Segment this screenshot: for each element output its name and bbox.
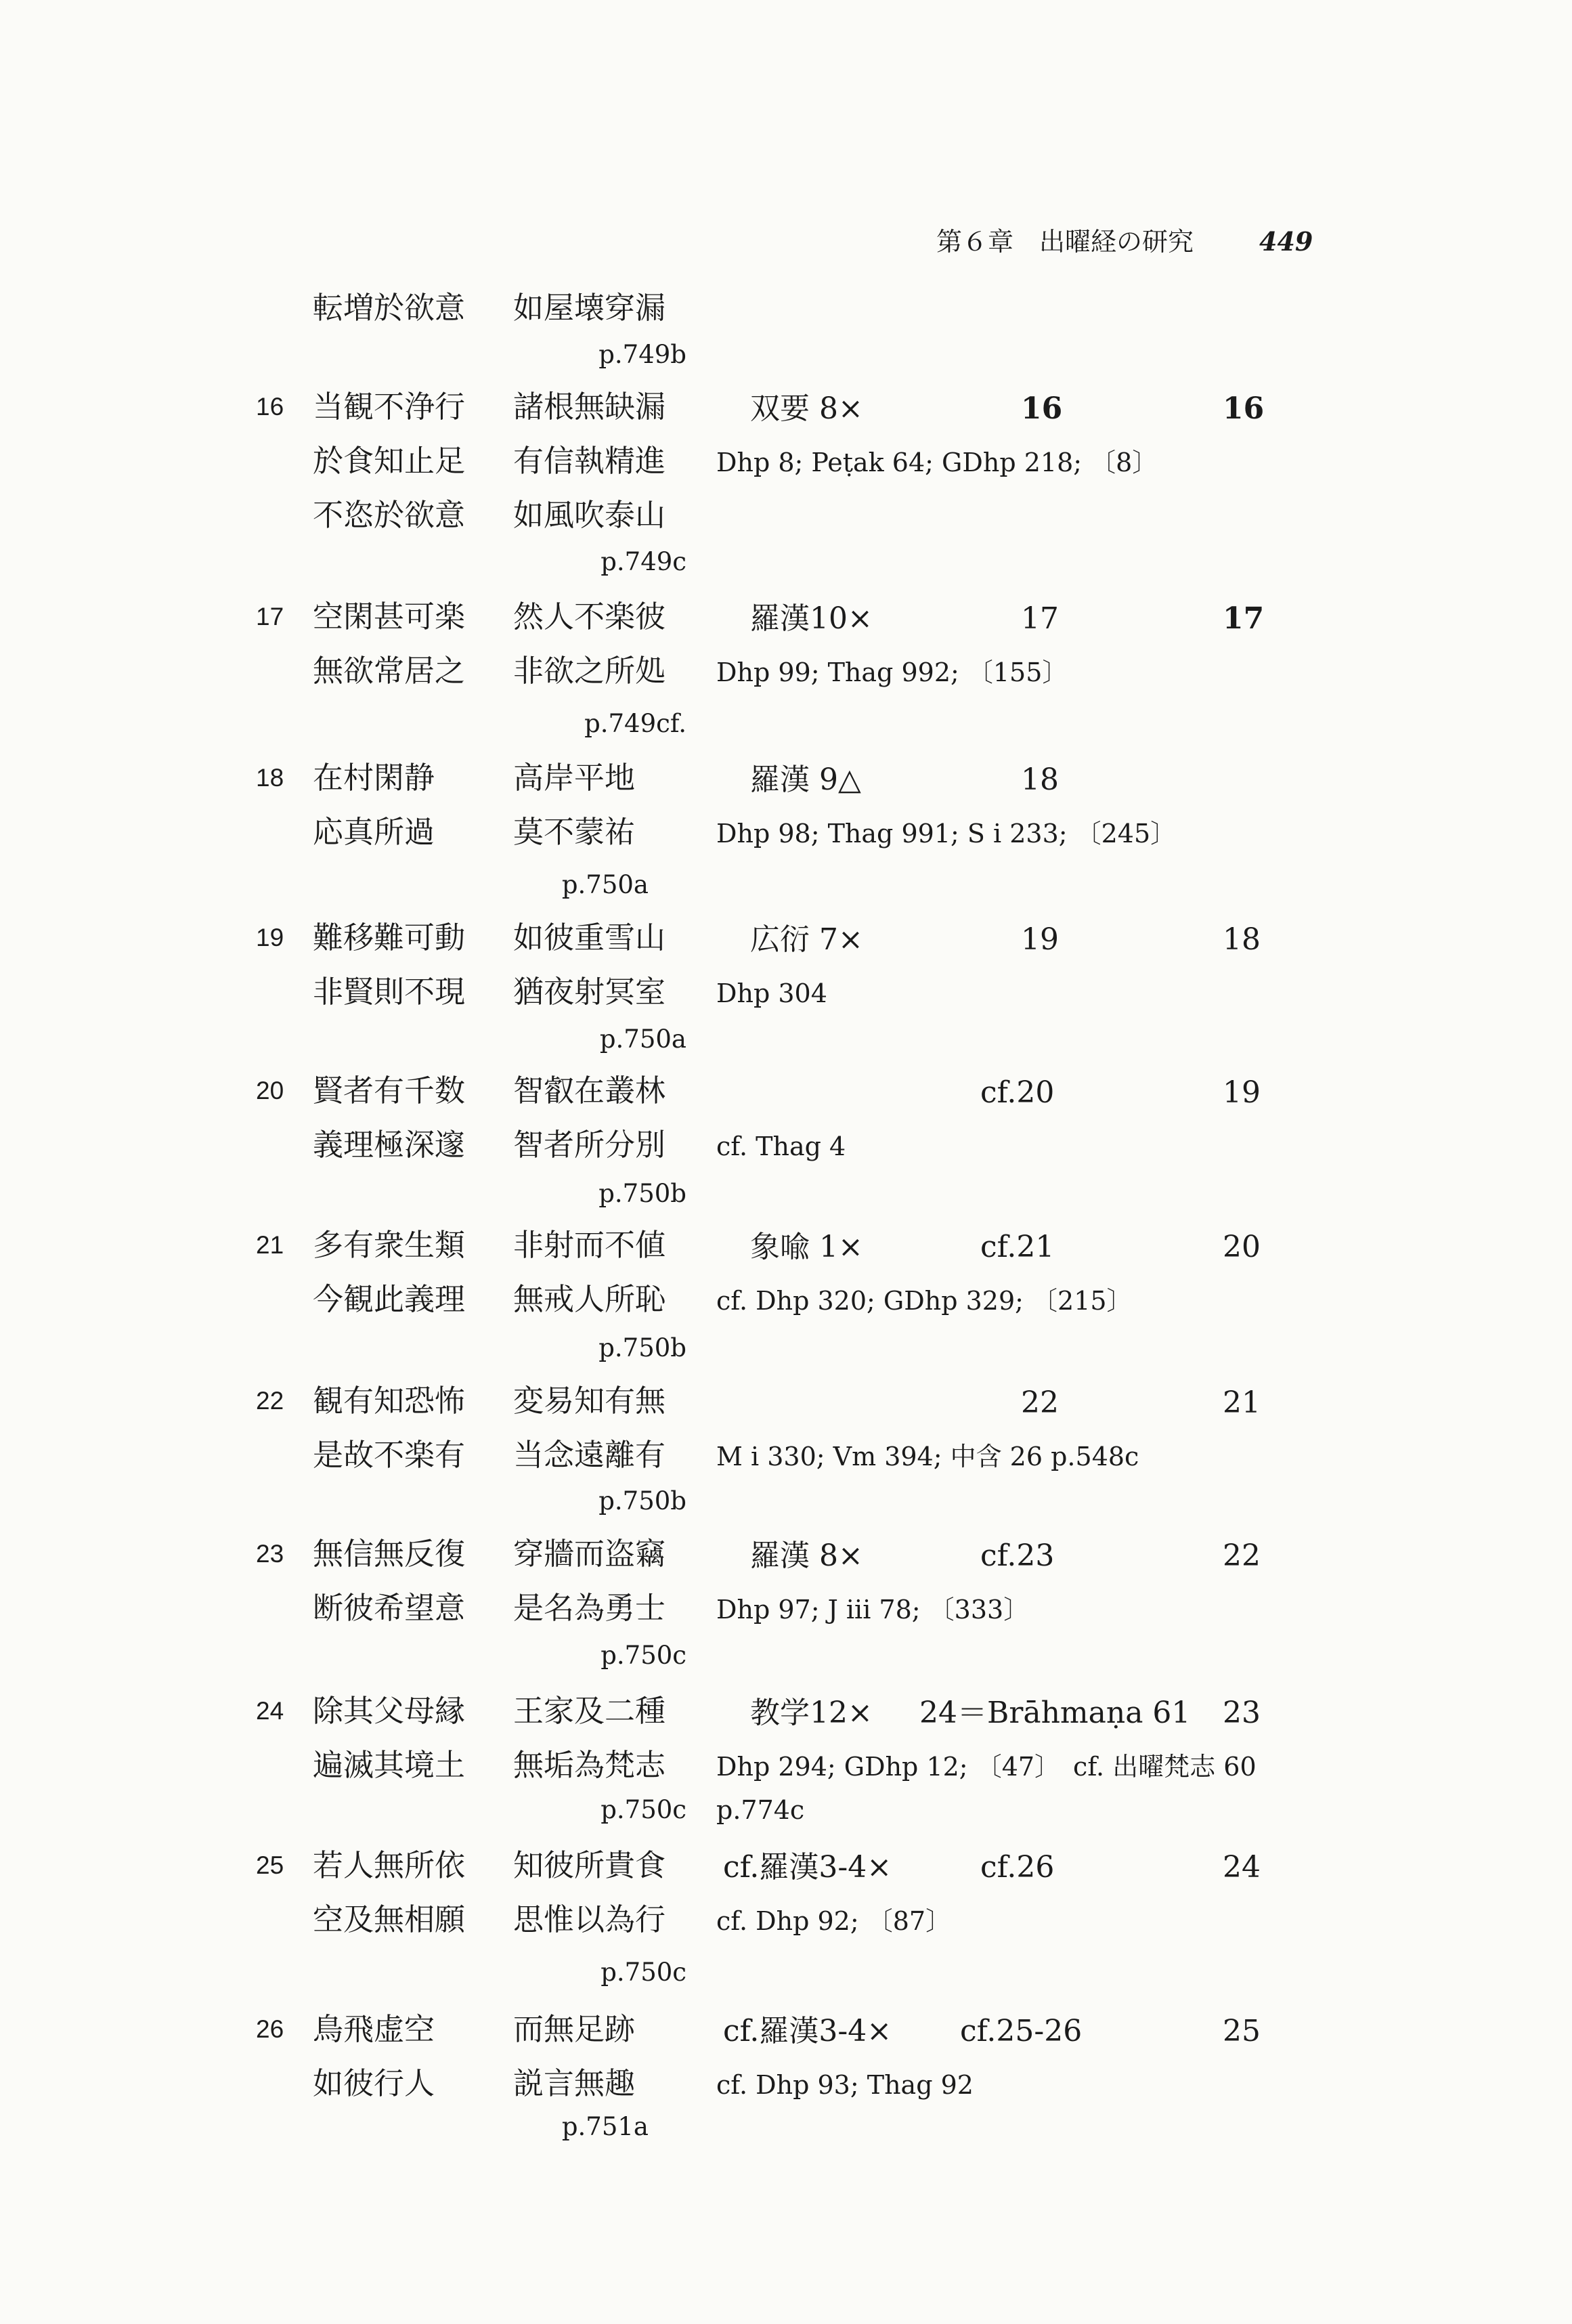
parallel-number: cf.21: [980, 1230, 1055, 1264]
verse-line-a: 転増於欲意: [313, 290, 466, 326]
verse-line-a: 無欲常居之: [313, 653, 466, 689]
verse-line-a: 如彼行人: [313, 2065, 435, 2101]
verse-line-b: 王家及二種: [513, 1693, 666, 1729]
source-ref: 教学12×: [750, 1696, 873, 1730]
verse-line-a: 今観此義理: [313, 1281, 466, 1317]
parallel-refs: Dhp 8; Peṭak 64; GDhp 218; 〔8〕: [716, 448, 1158, 477]
verse-line-a: 無信無反復: [313, 1536, 466, 1572]
page-ref: p.750b: [598, 1486, 686, 1515]
page-number: 449: [1259, 226, 1313, 257]
parallel-refs: Dhp 97; J iii 78; 〔333〕: [716, 1595, 1030, 1624]
source-ref: 広衍 7×: [750, 922, 863, 957]
page-ref: p.750b: [598, 1179, 686, 1208]
verse-line-b: 無垢為梵志: [513, 1747, 666, 1783]
source-ref: 双要 8×: [750, 391, 863, 426]
parallel-number: 16: [1021, 391, 1063, 426]
parallel-refs: Dhp 99; Thag 992; 〔155〕: [716, 658, 1068, 687]
verse-line-a: 於食知止足: [313, 443, 466, 479]
page-ref: p.749c: [601, 547, 686, 576]
parallel-number-2: 23: [1223, 1696, 1261, 1730]
source-ref: 羅漢 9△: [750, 762, 861, 797]
verse-line-b: 当念遠離有: [513, 1437, 666, 1473]
verse-line-a: 鳥飛虚空: [313, 2011, 435, 2047]
verse-line-b: 有信執精進: [513, 443, 666, 479]
verse-line-b: 如彼重雪山: [513, 920, 666, 955]
verse-number: 26: [256, 2015, 284, 2043]
source-ref: 象喩 1×: [750, 1230, 863, 1264]
page-ref: p.750c: [601, 1795, 686, 1824]
parallel-number: 17: [1021, 601, 1059, 636]
verse-line-b: 非欲之所処: [513, 653, 666, 689]
parallel-number-2: 21: [1223, 1385, 1261, 1420]
parallel-refs: Dhp 98; Thag 991; S i 233; 〔245〕: [716, 819, 1177, 848]
parallel-number-2: 17: [1223, 601, 1265, 636]
source-ref: cf.羅漢3-4×: [723, 1850, 892, 1885]
verse-line-a: 除其父母縁: [313, 1693, 466, 1729]
verse-number: 16: [256, 393, 284, 421]
verse-line-b: 変易知有無: [513, 1383, 666, 1419]
verse-line-b: 如屋壊穿漏: [513, 290, 666, 326]
verse-line-b: 然人不楽彼: [513, 599, 666, 634]
verse-line-b: 智叡在叢林: [513, 1073, 666, 1109]
parallel-number: cf.23: [980, 1538, 1055, 1573]
page-ref: p.750b: [598, 1333, 686, 1362]
verse-line-a: 若人無所依: [313, 1847, 466, 1883]
verse-line-a: 空閑甚可楽: [313, 599, 466, 634]
parallel-refs: M i 330; Vm 394; 中含 26 p.548c: [716, 1442, 1139, 1471]
verse-line-a: 多有衆生類: [313, 1227, 466, 1263]
verse-line-b: 是名為勇士: [513, 1590, 666, 1626]
page-ref: p.749b: [598, 340, 686, 369]
parallel-number: 19: [1021, 922, 1059, 957]
verse-number: 21: [256, 1231, 284, 1259]
verse-line-b: 諸根無缺漏: [513, 389, 666, 425]
parallel-number: cf.26: [980, 1850, 1055, 1885]
verse-number: 18: [256, 764, 284, 792]
verse-number: 25: [256, 1851, 284, 1879]
running-header: 第６章 出曜経の研究: [936, 227, 1194, 257]
verse-number: 19: [256, 924, 284, 951]
parallel-refs-continued: p.774c: [716, 1795, 805, 1825]
verse-number: 24: [256, 1697, 284, 1725]
parallel-number-2: 22: [1223, 1538, 1261, 1573]
verse-line-a: 在村閑静: [313, 760, 435, 796]
verse-line-a: 非賢則不現: [313, 974, 466, 1010]
page-ref: p.750a: [561, 870, 649, 899]
verse-number: 20: [256, 1077, 284, 1104]
parallel-number-2: 19: [1223, 1075, 1261, 1110]
verse-line-a: 空及無相願: [313, 1901, 466, 1937]
source-ref: cf.羅漢3-4×: [723, 2014, 892, 2048]
verse-line-a: 観有知恐怖: [313, 1383, 466, 1419]
verse-line-a: 義理極深邃: [313, 1127, 466, 1163]
verse-number: 22: [256, 1387, 284, 1415]
verse-line-b: 説言無趣: [513, 2065, 636, 2101]
parallel-refs: Dhp 304: [716, 978, 827, 1008]
verse-line-a: 当観不浄行: [313, 389, 466, 425]
verse-line-a: 難移難可動: [313, 920, 466, 955]
verse-line-b: 知彼所貴食: [513, 1847, 666, 1883]
verse-line-a: 賢者有千数: [313, 1073, 466, 1109]
parallel-refs: cf. Thag 4: [716, 1132, 846, 1161]
verse-line-a: 断彼希望意: [313, 1590, 466, 1626]
verse-line-b: 智者所分別: [513, 1127, 666, 1163]
parallel-number: cf.25-26: [960, 2014, 1083, 2048]
parallel-number: 24＝Brāhmaṇa 61: [919, 1696, 1191, 1730]
parallel-number: 18: [1021, 762, 1059, 797]
parallel-number: cf.20: [980, 1075, 1055, 1110]
verse-line-a: 遍滅其境土: [313, 1747, 466, 1783]
page-ref: p.749cf.: [584, 709, 686, 738]
verse-line-a: 是故不楽有: [313, 1437, 466, 1473]
parallel-number-2: 24: [1223, 1850, 1261, 1885]
verse-line-b: 而無足跡: [513, 2011, 636, 2047]
verse-line-a: 不恣於欲意: [313, 497, 466, 533]
verse-line-b: 思惟以為行: [513, 1901, 666, 1937]
page-ref: p.750a: [599, 1025, 686, 1054]
page-ref: p.750c: [601, 1641, 686, 1670]
parallel-refs: cf. Dhp 92; 〔87〕: [716, 1906, 952, 1936]
verse-number: 17: [256, 603, 284, 630]
verse-line-b: 如風吹泰山: [513, 497, 666, 533]
source-ref: 羅漢10×: [750, 601, 873, 636]
verse-line-b: 高岸平地: [513, 760, 636, 796]
parallel-number-2: 16: [1223, 391, 1265, 426]
verse-line-b: 無戒人所恥: [513, 1281, 666, 1317]
verse-number: 23: [256, 1540, 284, 1568]
page-ref: p.751a: [561, 2112, 649, 2141]
parallel-refs: cf. Dhp 93; Thag 92: [716, 2070, 974, 2100]
verse-line-b: 猶夜射冥室: [513, 974, 666, 1010]
parallel-refs: cf. Dhp 320; GDhp 329; 〔215〕: [716, 1286, 1133, 1316]
page-ref: p.750c: [601, 1958, 686, 1987]
parallel-number: 22: [1021, 1385, 1059, 1420]
parallel-refs: Dhp 294; GDhp 12; 〔47〕 cf. 出曜梵志 60: [716, 1752, 1257, 1782]
source-ref: 羅漢 8×: [750, 1538, 863, 1573]
verse-line-b: 非射而不値: [513, 1227, 666, 1263]
verse-line-b: 穿牆而盗竊: [513, 1536, 666, 1572]
parallel-number-2: 20: [1223, 1230, 1261, 1264]
verse-line-b: 莫不蒙祐: [513, 814, 636, 850]
verse-line-a: 応真所過: [313, 814, 435, 850]
parallel-number-2: 25: [1223, 2014, 1261, 2048]
parallel-number-2: 18: [1223, 922, 1261, 957]
